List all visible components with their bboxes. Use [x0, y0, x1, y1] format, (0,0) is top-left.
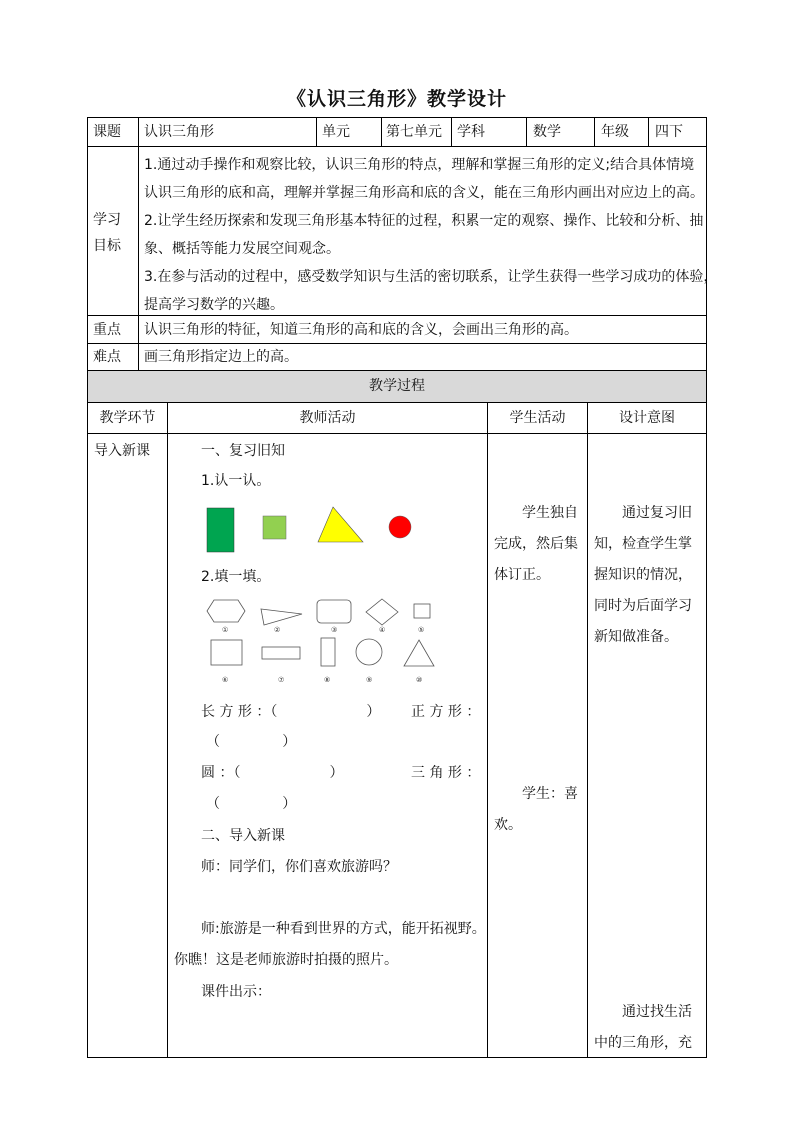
fill-circle: 圆 ：（ ） — [201, 765, 344, 781]
subject-label: 学科 — [457, 124, 485, 140]
teacher-item1: 1.认一认。 — [201, 473, 271, 489]
shape-number-8: ⑧ — [324, 676, 331, 684]
lightgreen-square-shape — [263, 516, 286, 539]
objectives-line-6: 提高学习数学的兴趣。 — [144, 297, 284, 313]
student-answer2-line1: 学生：喜 — [522, 786, 578, 802]
topic-label: 课题 — [93, 124, 121, 140]
intent-para2-line1: 通过找生活 — [622, 1004, 692, 1020]
small-square-shape — [414, 604, 430, 618]
tall-rectangle-shape — [321, 638, 335, 666]
student-answer1-line3: 体订正。 — [494, 567, 550, 583]
table-line-v-grade-r — [648, 117, 649, 146]
table-border-left — [87, 117, 88, 1058]
triangle-shape — [404, 640, 434, 666]
table-line-v-stage — [167, 402, 168, 1058]
process-banner: 教学过程 — [369, 378, 425, 394]
table-line-v-label — [138, 117, 139, 370]
unit-value: 第七单元 — [386, 124, 442, 140]
table-line-v-student — [587, 402, 588, 1058]
shape-number-3: ③ — [331, 626, 338, 634]
table-line-v-unit-r — [381, 117, 382, 146]
objectives-label-line1: 学习 — [93, 212, 121, 228]
shape-number-6: ⑥ — [222, 676, 229, 684]
table-line-h3 — [87, 343, 707, 344]
fill-rectangle: 长 方 形 ：（ ） — [201, 704, 381, 720]
fill-triangle-paren: （ ） — [206, 796, 297, 812]
narrow-triangle-shape — [261, 609, 302, 625]
shape-number-2: ② — [274, 626, 281, 634]
shape-number-7: ⑦ — [278, 676, 285, 684]
red-circle-shape — [389, 516, 411, 538]
subject-value: 数学 — [533, 124, 561, 140]
shape-number-4: ④ — [379, 626, 386, 634]
objectives-line-1: 1.通过动手操作和观察比较，认识三角形的特点，理解和掌握三角形的定义;结合具体情境 — [144, 157, 695, 173]
outline-shapes — [200, 595, 445, 685]
table-line-v-unit-l — [316, 117, 317, 146]
table-border-right — [706, 117, 707, 1058]
teacher-question1: 师：同学们，你们喜欢旅游吗？ — [201, 859, 397, 875]
fill-square-paren: （ ） — [206, 734, 297, 750]
table-line-h5 — [87, 402, 707, 403]
table-line-bottom — [87, 1057, 707, 1058]
shape-number-10: ⑩ — [416, 676, 423, 684]
key-points-text: 认识三角形的特征，知道三角形的高和底的含义，会画出三角形的高。 — [144, 322, 578, 338]
intent-para1-line5: 新知做准备。 — [594, 629, 678, 645]
student-answer1-line1: 学生独自 — [522, 505, 578, 521]
table-line-v-grade-l — [594, 117, 595, 146]
objectives-line-5: 3.在参与活动的过程中，感受数学知识与生活的密切联系，让学生获得一些学习成功的体验， — [144, 269, 718, 285]
unit-label: 单元 — [322, 124, 350, 140]
intent-para1-line1: 通过复习旧 — [622, 505, 692, 521]
intent-para1-line4: 同时为后面学习 — [594, 598, 692, 614]
grade-value: 四下 — [655, 124, 683, 140]
fill-triangle: 三 角 形 ： — [411, 765, 481, 781]
key-points-label: 重点 — [93, 322, 121, 338]
colored-shapes — [200, 505, 420, 555]
table-line-v-subject-r — [526, 117, 527, 146]
objectives-line-3: 2.让学生经历探索和发现三角形基本特征的过程，积累一定的观察、操作、比较和分析、抽 — [144, 213, 704, 229]
col-header-student: 学生活动 — [509, 410, 566, 426]
objectives-line-4: 象、概括等能力发展空间观念。 — [144, 241, 340, 257]
teacher-question2-line2: 你瞧！这是老师旅游时拍摄的照片。 — [174, 952, 398, 968]
student-answer2-line2: 欢。 — [494, 817, 522, 833]
table-line-h6 — [87, 433, 707, 434]
yellow-triangle-shape — [318, 507, 363, 542]
stage-name: 导入新课 — [94, 443, 150, 459]
shape-number-9: ⑨ — [366, 676, 373, 684]
document-title: 《认识三角形》教学设计 — [286, 88, 507, 110]
intent-para2-line2: 中的三角形，充 — [594, 1035, 692, 1051]
hexagon-shape — [207, 600, 245, 622]
teacher-section2: 二、导入新课 — [201, 828, 285, 844]
rounded-rectangle-shape — [317, 600, 351, 623]
shape-number-1: ① — [222, 626, 229, 634]
shape-number-5: ⑤ — [418, 626, 425, 634]
difficulty-label: 难点 — [93, 349, 121, 365]
table-line-h1 — [87, 146, 707, 147]
col-header-intent: 设计意图 — [619, 410, 675, 426]
table-line-top — [87, 117, 707, 118]
col-header-stage: 教学环节 — [99, 410, 156, 426]
objectives-label-line2: 目标 — [93, 238, 121, 254]
intent-para1-line2: 知，检查学生掌 — [594, 536, 692, 552]
topic-value: 认识三角形 — [144, 124, 214, 140]
intent-para1-line3: 握知识的情况， — [594, 567, 692, 583]
table-line-v-teacher — [487, 402, 488, 1058]
teacher-courseware: 课件出示： — [201, 984, 271, 1000]
fill-square: 正 方 形 ： — [411, 704, 481, 720]
teacher-item2: 2.填一填。 — [201, 569, 271, 585]
student-answer1-line2: 完成，然后集 — [494, 536, 578, 552]
teacher-section1: 一、复习旧知 — [201, 443, 285, 459]
rhombus-shape — [366, 599, 398, 625]
long-rectangle-shape — [262, 647, 300, 659]
table-line-h4 — [87, 370, 707, 371]
circle-shape — [356, 639, 382, 665]
col-header-teacher: 教师活动 — [299, 410, 356, 426]
objectives-line-2: 认识三角形的底和高，理解并掌握三角形高和底的含义，能在三角形内画出对应边上的高。 — [144, 185, 704, 201]
teacher-question2-line1: 师:旅游是一种看到世界的方式，能开拓视野。 — [201, 921, 486, 937]
table-line-v-subject-l — [451, 117, 452, 146]
difficulty-text: 画三角形指定边上的高。 — [144, 349, 298, 365]
square-shape — [211, 640, 242, 665]
grade-label: 年级 — [601, 124, 629, 140]
green-rectangle-shape — [207, 508, 234, 552]
